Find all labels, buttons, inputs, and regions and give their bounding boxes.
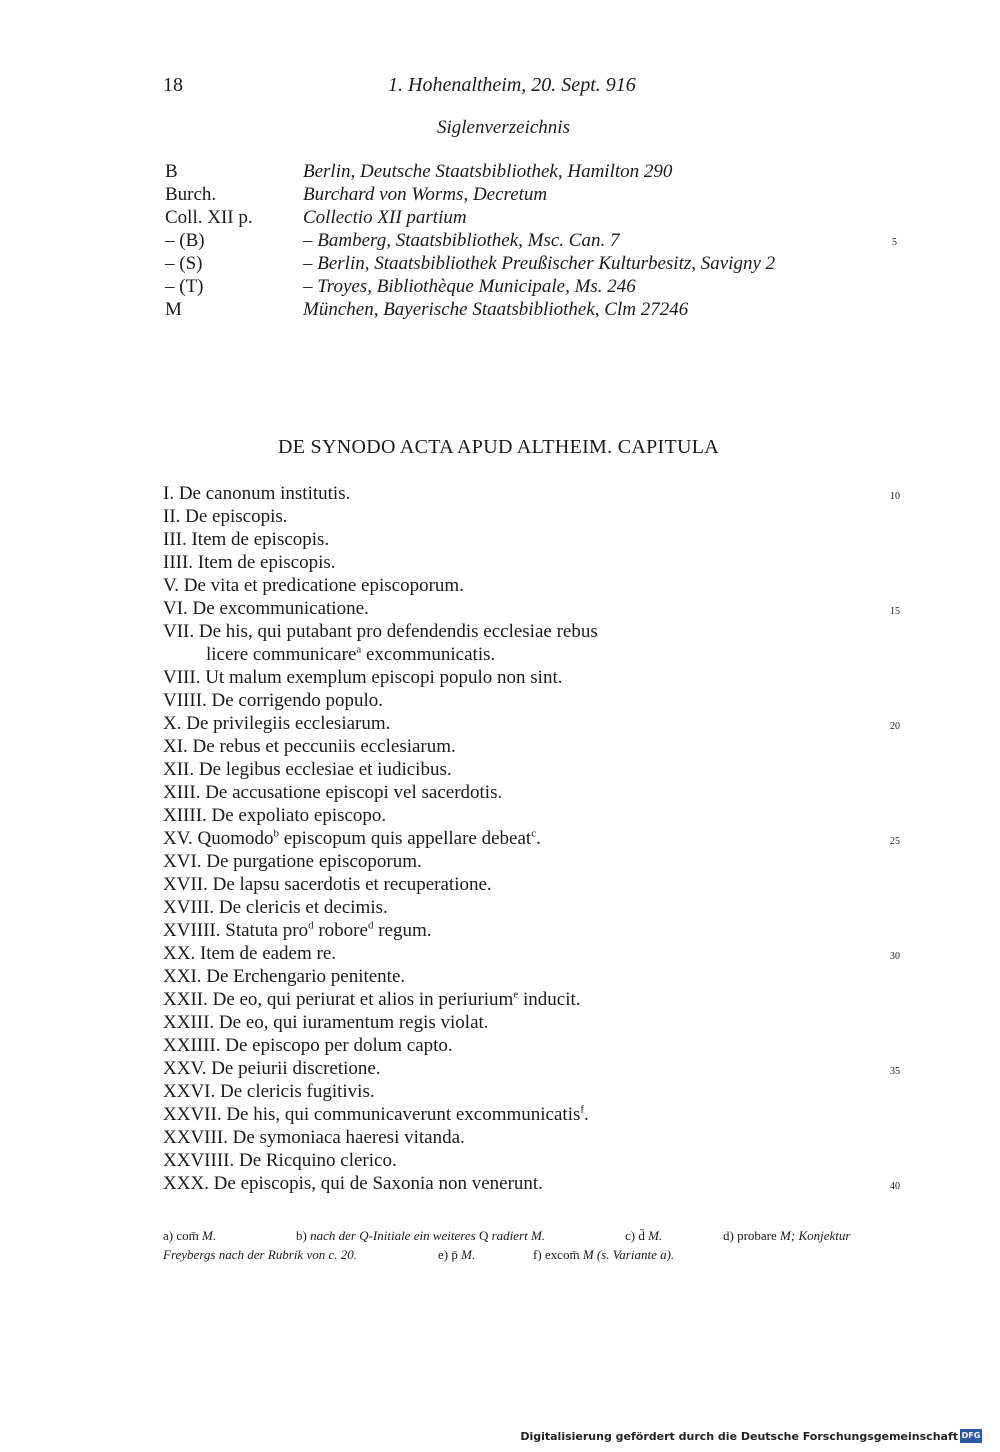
capitula-list [163, 482, 908, 1195]
capitulum-row [163, 689, 908, 712]
sigla-desc: München, Bayerische Staatsbibliothek, Clm 27246 [303, 299, 689, 320]
capitulum-row [163, 505, 908, 528]
sigla-abbr: – (S) [165, 253, 203, 274]
capitulum-row [163, 597, 908, 620]
capitulum-row [163, 1034, 908, 1057]
capitulum-text: XVII. De lapsu sacerdotis et recuperatione. [163, 874, 492, 895]
capitulum-row [163, 988, 908, 1011]
capitulum-row [163, 965, 908, 988]
footnote-a: a) com̄ M. [163, 1228, 217, 1243]
footnote-marker: f [580, 1103, 585, 1116]
footnote-marker: c [531, 827, 537, 840]
capitulum-text: XXVII. De his, qui communicaverunt excommunicatis$^f$. [163, 1103, 589, 1125]
capitulum-row [163, 896, 908, 919]
line-number: 10 [890, 491, 900, 502]
footnote-marker: d [308, 919, 314, 932]
capitulum-text: II. De episcopis. [163, 506, 288, 527]
capitulum-row [163, 850, 908, 873]
sigla-row [165, 160, 905, 183]
sigla-abbr: – (B) [165, 230, 205, 251]
sigla-desc: – Troyes, Bibliothèque Municipale, Ms. 246 [303, 276, 636, 297]
dfg-logo: DFG [960, 1429, 982, 1443]
capitulum-text: licere communicare$^a$ excommunicatis. [206, 643, 496, 665]
capitulum-row [163, 942, 908, 965]
capitulum-text: VII. De his, qui putabant pro defendendis ecclesiae rebus [163, 621, 598, 642]
sigla-abbr: – (T) [165, 276, 204, 297]
capitulum-text: XII. De legibus ecclesiae et iudicibus. [163, 759, 452, 780]
footnote-c: c) d̄ M. [625, 1228, 663, 1243]
capitulum-text: XXV. De peiurii discretione. [163, 1058, 381, 1079]
sigla-abbr: Coll. XII p. [165, 207, 253, 228]
capitulum-row [163, 1126, 908, 1149]
capitulum-row [163, 620, 908, 643]
capitulum-text: V. De vita et predicatione episcoporum. [163, 575, 464, 596]
capitulum-row [163, 1057, 908, 1080]
capitulum-text: XXVI. De clericis fugitivis. [163, 1081, 375, 1102]
capitulum-row [163, 1103, 908, 1126]
capitulum-text: XVIII. De clericis et decimis. [163, 897, 388, 918]
capitulum-row [163, 804, 908, 827]
sigla-abbr: M [165, 299, 182, 320]
line-number: 5 [892, 237, 897, 248]
capitulum-row [163, 758, 908, 781]
footnote-marker: b [273, 827, 279, 840]
sigla-desc: Berlin, Deutsche Staatsbibliothek, Hamilton 290 [303, 161, 673, 182]
capitulum-text: XVI. De purgatione episcoporum. [163, 851, 422, 872]
footnote-marker: a [356, 643, 362, 656]
sigla-row [165, 298, 905, 321]
capitulum-row [163, 735, 908, 758]
capitulum-row [163, 551, 908, 574]
sigla-desc: – Bamberg, Staatsbibliothek, Msc. Can. 7 [303, 230, 620, 251]
running-title: 1. Hohenaltheim, 20. Sept. 916 [388, 74, 636, 96]
footnote-line-1 [163, 1226, 893, 1245]
sigla-row [165, 206, 905, 229]
capitulum-text: VIIII. De corrigendo populo. [163, 690, 384, 711]
capitulum-text: XIIII. De expoliato episcopo. [163, 805, 387, 826]
line-number: 30 [890, 951, 900, 962]
capitulum-row [163, 1011, 908, 1034]
capitulum-text: I. De canonum institutis. [163, 483, 351, 504]
capitulum-row [163, 1080, 908, 1103]
sigla-row [165, 229, 905, 252]
line-number: 25 [890, 836, 900, 847]
capitula-heading: DE SYNODO ACTA APUD ALTHEIM. CAPITULA [278, 436, 720, 458]
page-number: 18 [163, 74, 183, 96]
line-number: 40 [890, 1181, 900, 1192]
capitulum-row [163, 827, 908, 850]
capitulum-text: XXIIII. De episcopo per dolum capto. [163, 1035, 453, 1056]
line-number: 20 [890, 721, 900, 732]
footnote-line-2 [163, 1245, 893, 1264]
capitulum-text: XXIII. De eo, qui iuramentum regis violat. [163, 1012, 489, 1033]
capitulum-row [163, 873, 908, 896]
capitulum-text: VIII. Ut malum exemplum episcopi populo non sint. [163, 667, 563, 688]
sigla-desc: Burchard von Worms, Decretum [303, 184, 548, 205]
capitulum-text: XXI. De Erchengario penitente. [163, 966, 406, 987]
footnotes [163, 1226, 893, 1264]
sigla-list [165, 160, 905, 321]
capitulum-text: XV. Quomodo$^b$ episcopum quis appellare debeat$^c$. [163, 827, 541, 849]
sigla-title: Siglenverzeichnis [437, 117, 570, 138]
line-number: 35 [890, 1066, 900, 1077]
capitulum-text: XX. Item de eadem re. [163, 943, 337, 964]
capitulum-text: XI. De rebus et peccuniis ecclesiarum. [163, 736, 456, 757]
capitulum-row [163, 528, 908, 551]
capitulum-row [163, 666, 908, 689]
footnote-b: b) nach der Q-Initiale ein weiteres Q radiert M. [296, 1228, 546, 1243]
sigla-abbr: Burch. [165, 184, 217, 205]
capitulum-row [163, 574, 908, 597]
capitulum-row [163, 482, 908, 505]
capitulum-text: IIII. Item de episcopis. [163, 552, 336, 573]
footnote-e: e) p̄ M. [438, 1247, 476, 1262]
capitulum-text: XXII. De eo, qui periurat et alios in periurium$^e$ inducit. [163, 988, 581, 1010]
sigla-row [165, 183, 905, 206]
capitulum-row [163, 712, 908, 735]
capitulum-row [163, 1172, 908, 1195]
capitulum-row [163, 643, 908, 666]
sigla-abbr: B [165, 161, 178, 182]
line-number: 15 [890, 606, 900, 617]
capitulum-text: XXVIII. De symoniaca haeresi vitanda. [163, 1127, 465, 1148]
footnote-marker: e [513, 988, 519, 1001]
capitulum-text: VI. De excommunicatione. [163, 598, 369, 619]
footnote-f: f) excom̄ M (s. Variante a). [533, 1247, 675, 1262]
sigla-row [165, 252, 905, 275]
capitulum-text: X. De privilegiis ecclesiarum. [163, 713, 391, 734]
funding-credit: Digitalisierung gefördert durch die Deutsche Forschungsgemeinschaft [520, 1430, 958, 1443]
footnote-marker: d [367, 919, 374, 932]
capitulum-text: XIII. De accusatione episcopi vel sacerdotis. [163, 782, 503, 803]
capitulum-text: XXVIIII. De Ricquino clerico. [163, 1150, 397, 1171]
footnote-d: d) probare M; Konjektur [723, 1228, 851, 1243]
capitulum-row [163, 781, 908, 804]
capitulum-row [163, 1149, 908, 1172]
sigla-desc: – Berlin, Staatsbibliothek Preußischer Kulturbesitz, Savigny 2 [303, 253, 776, 274]
capitulum-text: XVIIII. Statuta pro$^d$ robore$^d$ regum. [163, 919, 432, 941]
sigla-desc: Collectio XII partium [303, 207, 467, 228]
sigla-row [165, 275, 905, 298]
capitulum-text: XXX. De episcopis, qui de Saxonia non venerunt. [163, 1173, 543, 1194]
capitulum-row [163, 919, 908, 942]
footnote-d-continued: Freybergs nach der Rubrik von c. 20. [163, 1247, 357, 1262]
capitulum-text: III. Item de episcopis. [163, 529, 330, 550]
